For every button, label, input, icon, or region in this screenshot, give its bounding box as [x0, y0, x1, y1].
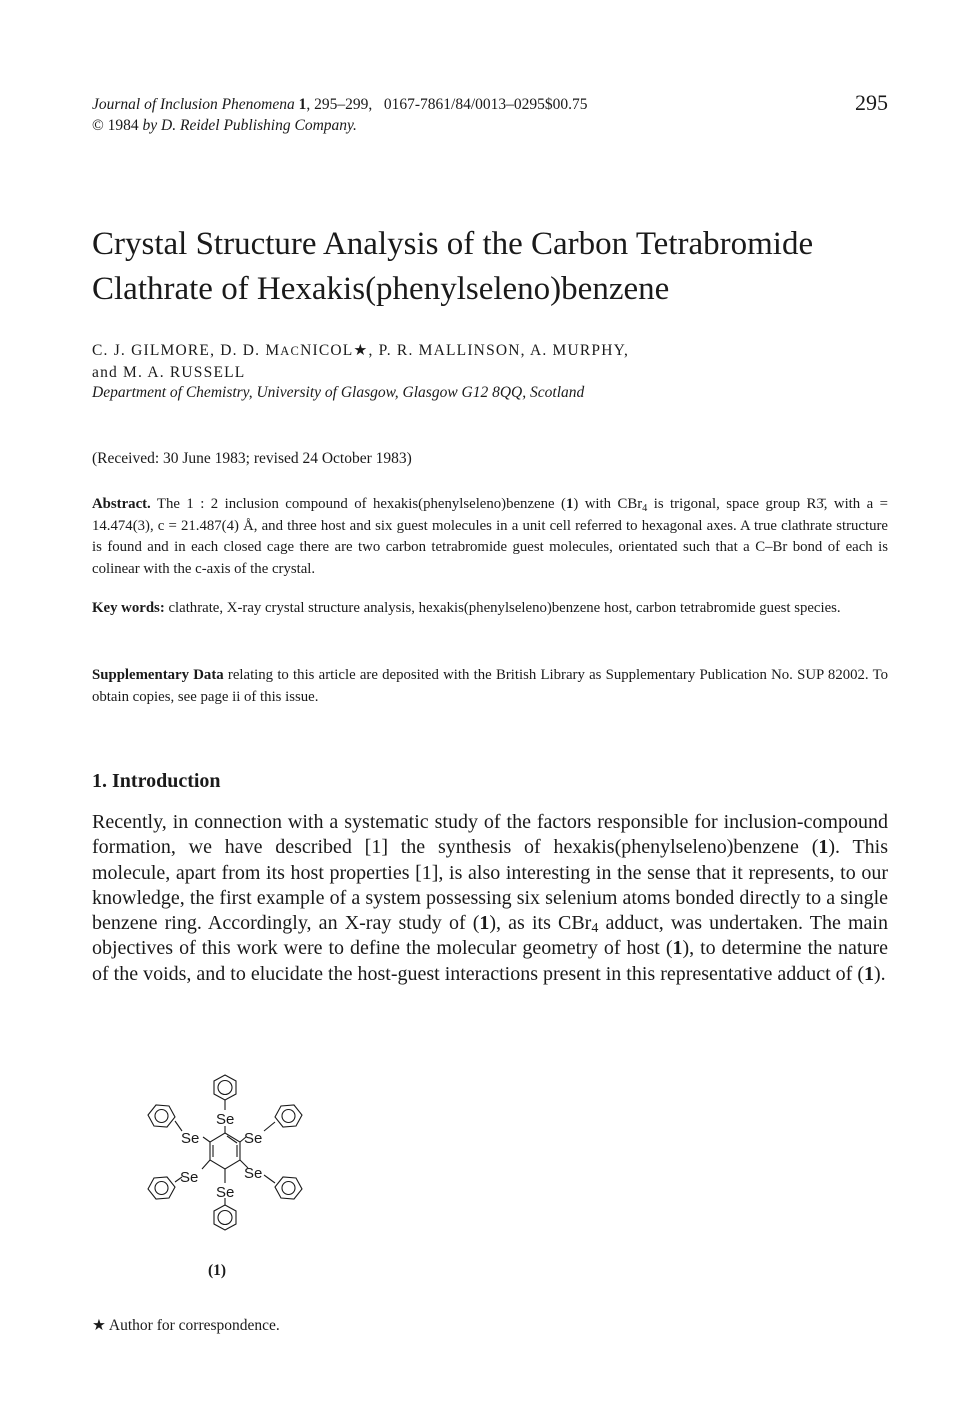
affiliation: Department of Chemistry, University of Glasgow, Glasgow G12 8QQ, Scotland	[92, 384, 585, 401]
intro-text-1: Recently, in connection with a systematic study of the factors responsible for inclusion-compound formation, we have described [1] the synthesis of hexakis(phenylseleno)benzene (	[92, 811, 888, 859]
supplementary-text: relating to this article are deposited with the British Library as Supplementary Publication No. SUP 82002. To obtain copies, see page ii of this issue.	[92, 667, 888, 705]
molecule-label: (1)	[208, 1262, 227, 1279]
author-text-1: C. J. GILMORE, D. D. M	[92, 342, 281, 359]
intro-text-2: ). This molecule, apart from its host properties [1], is also interesting in the sense that it represents, to our knowledge, the first example of a system possessing six selenium atoms bonded directly to a single benzene ring. Accordingly, an X-ray study of (	[92, 836, 889, 935]
page-number: 295	[855, 90, 888, 115]
intro-compound-ref-1: 1	[818, 836, 829, 859]
copyright-symbol: ©	[92, 117, 104, 134]
article-title	[92, 222, 912, 312]
se-label-bottom: Se	[216, 1184, 235, 1201]
journal-header	[92, 94, 588, 136]
footnote: ★ Author for correspondence.	[92, 1317, 280, 1334]
molecule-structure-diagram	[130, 1065, 320, 1245]
intro-subscript: 4	[591, 921, 599, 937]
received-dates: (Received: 30 June 1983; revised 24 October 1983)	[92, 450, 412, 467]
phenyl-ring-upper-right	[275, 1105, 302, 1127]
se-label-lower-right: Se	[244, 1165, 263, 1182]
abstract-text-2: ) with CBr	[573, 496, 643, 512]
section-heading: 1. Introduction	[92, 770, 221, 792]
journal-issn: 0167-7861/84/0013–0295$00.75	[383, 96, 588, 113]
author-list	[92, 340, 629, 384]
abstract-compound-ref: 1	[565, 496, 574, 512]
supplementary-data	[92, 665, 888, 708]
intro-text-5: ), to determine the nature of the voids, and to elucidate the host-guest interactions present in this representative adduct of (	[92, 937, 888, 985]
author-line-2: and M. A. RUSSELL	[92, 364, 246, 381]
intro-text-4: adduct, was undertaken. The main objectives of this work were to define the molecular geometry of host (	[92, 912, 888, 960]
publisher: by D. Reidel Publishing Company.	[142, 117, 357, 134]
intro-compound-ref-3: 1	[672, 937, 683, 960]
se-label-top: Se	[216, 1111, 235, 1128]
abstract-label: Abstract.	[92, 496, 151, 512]
phenyl-ring-top	[214, 1075, 236, 1100]
title-line-1: Crystal Structure Analysis of the Carbon Tetrabromide	[92, 226, 814, 262]
keywords	[92, 598, 888, 620]
intro-compound-ref-2: 1	[479, 912, 490, 935]
copyright-line	[92, 115, 588, 136]
abstract	[92, 494, 888, 580]
central-benzene-ring	[210, 1133, 240, 1169]
abstract-text-1: The 1 : 2 inclusion compound of hexakis(phenylseleno)benzene (	[150, 496, 566, 512]
intro-text-3: ), as its CBr	[489, 912, 592, 935]
journal-pages: , 295–299,	[306, 96, 373, 113]
se-label-lower-left: Se	[180, 1169, 199, 1186]
abstract-subscript: 4	[642, 503, 648, 514]
title-line-2: Clathrate of Hexakis(phenylseleno)benzene	[92, 271, 670, 307]
journal-citation-line	[92, 94, 588, 115]
journal-name: Journal of Inclusion Phenomena	[92, 96, 295, 113]
copyright-year: 1984	[103, 117, 143, 134]
supplementary-label: Supplementary Data	[92, 667, 224, 683]
se-label-upper-left: Se	[181, 1130, 200, 1147]
abstract-text-3: is trigonal, space group R3̄, with a = 14.474(3), c = 21.487(4) Å, and three host and six guest molecules in a unit cell referred to hexagonal axes. A true clathrate structure is found and in each closed cage there are two carbon tetrabromide guest molecules, orientated such that a C–Br bond of each is colinear with the c-axis of the crystal.	[92, 496, 888, 577]
journal-volume: 1	[298, 96, 307, 113]
author-text-2: NICOL★, P. R. MALLINSON, A. MURPHY,	[300, 342, 630, 359]
introduction-paragraph	[92, 810, 888, 987]
phenyl-ring-lower-right	[275, 1177, 302, 1199]
keywords-text: clathrate, X-ray crystal structure analysis, hexakis(phenylseleno)benzene host, carbon tetrabromide guest species.	[164, 600, 841, 616]
phenyl-ring-bottom	[214, 1205, 236, 1230]
se-label-upper-right: Se	[244, 1130, 263, 1147]
phenyl-ring-lower-left	[148, 1177, 175, 1199]
intro-text-6: ).	[874, 962, 886, 985]
keywords-label: Key words:	[92, 600, 165, 616]
author-smallcaps: AC	[280, 344, 301, 358]
intro-compound-ref-4: 1	[864, 962, 874, 985]
phenyl-ring-upper-left	[148, 1105, 175, 1127]
author-line-1	[92, 340, 629, 362]
